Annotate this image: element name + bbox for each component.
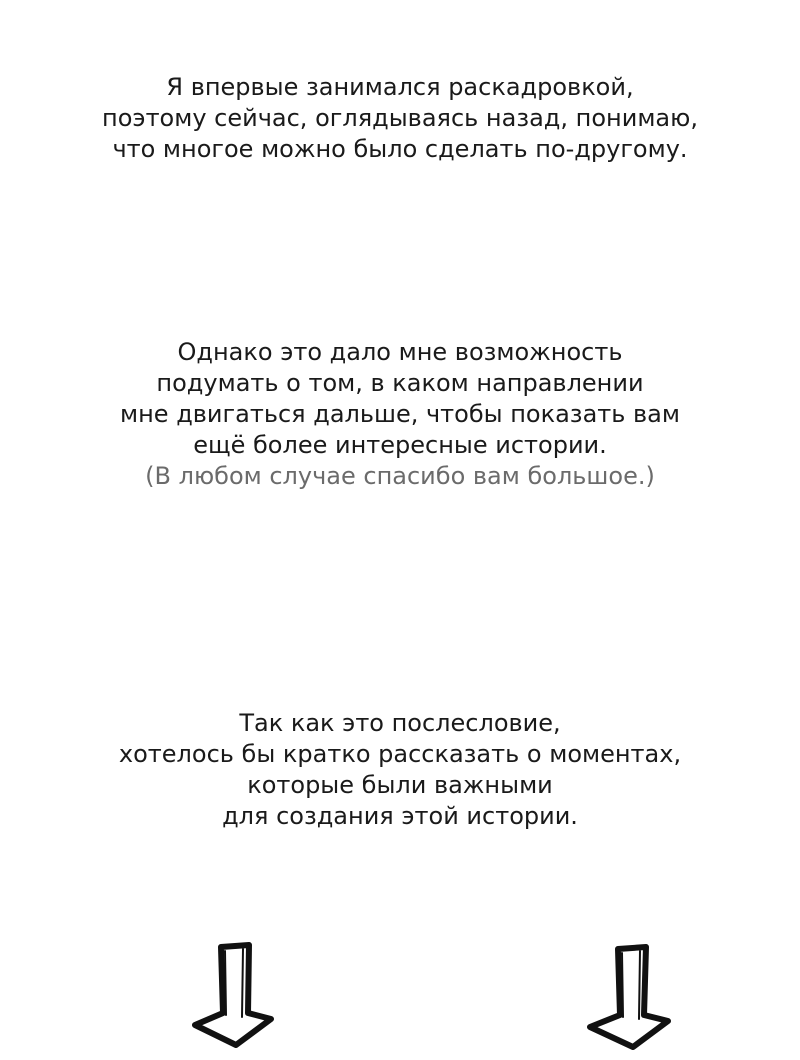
text-line: для создания этой истории. (222, 802, 578, 830)
text-block-2 (0, 337, 800, 492)
text-line: подумать о том, в каком направлении (156, 369, 644, 397)
text-line: которые были важными (247, 771, 553, 799)
thanks-note: (В любом случае спасибо вам большое.) (145, 462, 655, 490)
text-block-1 (0, 72, 800, 165)
text-line: хотелось бы кратко рассказать о моментах, (118, 740, 682, 768)
text-line: что многое можно было сделать по-другому. (112, 135, 688, 163)
text-line: поэтому сейчас, оглядываясь назад, понимаю, (102, 104, 698, 132)
text-line: ещё более интересные истории. (193, 431, 607, 459)
text-line: Я впервые занимался раскадровкой, (166, 73, 634, 101)
text-block-3 (0, 708, 800, 832)
text-line: Так как это послесловие, (239, 709, 561, 737)
down-arrow-icon (580, 935, 680, 1055)
down-arrow-icon (185, 935, 285, 1055)
text-line: Однако это дало мне возможность (177, 338, 623, 366)
text-line: мне двигаться дальше, чтобы показать вам (120, 400, 680, 428)
